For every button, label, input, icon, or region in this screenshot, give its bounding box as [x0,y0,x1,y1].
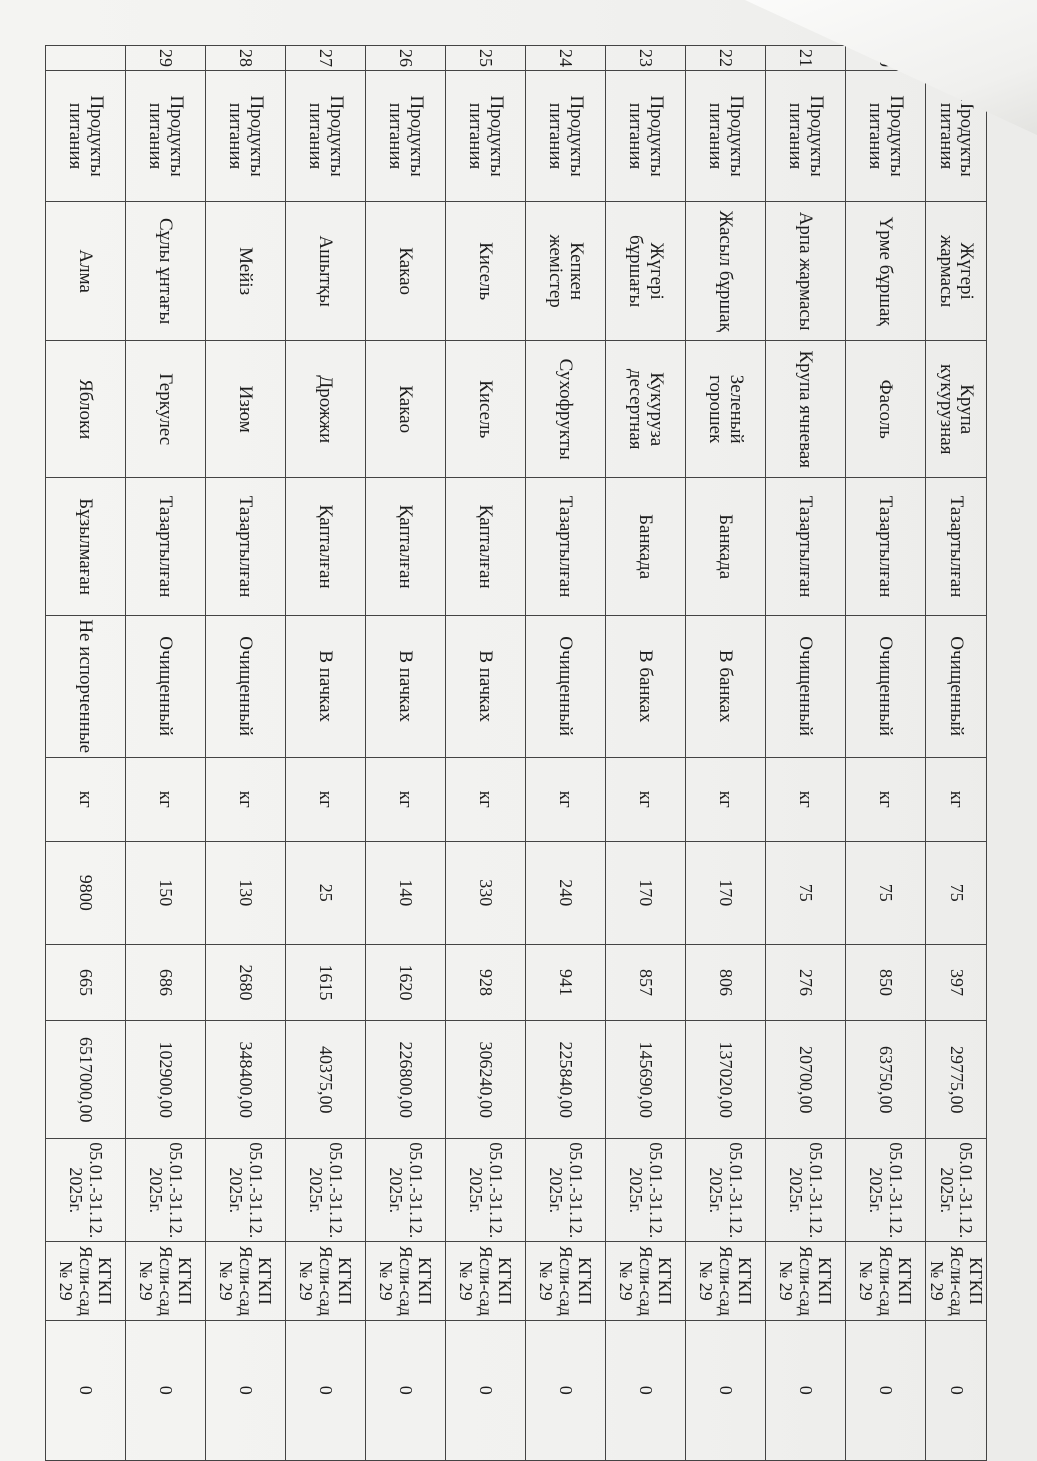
price-cell: 686 [125,944,205,1021]
unit-cell: кг [525,757,605,841]
quantity-cell: 330 [445,841,525,944]
customer-cell: КГКП Ясли-сад № 29 [445,1242,525,1320]
table-body [45,46,986,1461]
name-kz-cell: Ашытқы [285,202,365,341]
table-row [285,46,365,1461]
price-cell: 2680 [205,944,285,1021]
name-kz-cell: Жасыл бұршақ [685,202,765,341]
description-kz-cell: Қапталған [285,478,365,615]
description-kz-cell: Тазартылған [525,478,605,615]
customer-cell: КГКП Ясли-сад № 29 [45,1242,125,1320]
row-number: 27 [285,46,365,71]
unit-cell: кг [925,757,986,841]
table-row [445,46,525,1461]
name-kz-cell: Кепкен жемістер [525,202,605,341]
name-ru-cell: Яблоки [45,341,125,478]
description-ru-cell: В пачках [445,615,525,757]
quantity-cell: 170 [605,841,685,944]
quantity-cell: 25 [285,841,365,944]
row-number [45,46,125,71]
period-cell: 05.01.-31.12. 2025г. [765,1139,845,1242]
description-kz-cell: Банкада [605,478,685,615]
category-cell: Продукты питания [125,71,205,202]
name-ru-cell: Зеленый горошек [685,341,765,478]
quantity-cell: 150 [125,841,205,944]
category-cell: Продукты питания [205,71,285,202]
description-kz-cell: Тазартылған [925,478,986,615]
row-number: 22 [685,46,765,71]
name-ru-cell: Какао [365,341,445,478]
quantity-cell: 130 [205,841,285,944]
customer-cell: КГКП Ясли-сад № 29 [685,1242,765,1320]
description-ru-cell: В банках [685,615,765,757]
table-row [605,46,685,1461]
period-cell: 05.01.-31.12. 2025г. [205,1139,285,1242]
category-cell: Продукты питания [765,71,845,202]
description-ru-cell: Очищенный [125,615,205,757]
name-kz-cell: Жүгері жармасы [925,202,986,341]
unit-cell: кг [605,757,685,841]
sum-cell: 20700,00 [765,1021,845,1139]
price-cell: 397 [925,944,986,1021]
table-row [365,46,445,1461]
sum-cell: 225840,00 [525,1021,605,1139]
quantity-cell: 140 [365,841,445,944]
quantity-cell: 240 [525,841,605,944]
customer-cell: КГКП Ясли-сад № 29 [765,1242,845,1320]
extra-cell: 0 [765,1320,845,1460]
period-cell: 05.01.-31.12. 2025г. [925,1139,986,1242]
extra-cell: 0 [685,1320,765,1460]
description-kz-cell: Тазартылған [125,478,205,615]
extra-cell: 0 [125,1320,205,1460]
price-cell: 857 [605,944,685,1021]
extra-cell: 0 [605,1320,685,1460]
name-kz-cell: Жүгері бұршағы [605,202,685,341]
row-number: 29 [125,46,205,71]
name-ru-cell: Крупа кукурузная [925,341,986,478]
sum-cell: 40375,00 [285,1021,365,1139]
category-cell: Продукты питания [525,71,605,202]
extra-cell: 0 [525,1320,605,1460]
quantity-cell: 75 [845,841,925,944]
name-kz-cell: Үрме бұршақ [845,202,925,341]
unit-cell: кг [685,757,765,841]
row-number: 24 [525,46,605,71]
extra-cell: 0 [845,1320,925,1460]
table-row [925,46,986,1461]
extra-cell: 0 [365,1320,445,1460]
sum-cell: 63750,00 [845,1021,925,1139]
category-cell: Продукты питания [845,71,925,202]
description-ru-cell: В банках [605,615,685,757]
table-row [125,46,205,1461]
name-kz-cell: Сұлы ұнтағы [125,202,205,341]
procurement-table [45,45,987,1461]
quantity-cell: 170 [685,841,765,944]
name-kz-cell: Кисель [445,202,525,341]
description-ru-cell: Очищенный [765,615,845,757]
description-ru-cell: Не испорченные [45,615,125,757]
category-cell: Продукты питания [45,71,125,202]
price-cell: 806 [685,944,765,1021]
unit-cell: кг [365,757,445,841]
name-ru-cell: Крупа ячневая [765,341,845,478]
price-cell: 928 [445,944,525,1021]
table-row [525,46,605,1461]
table-row [845,46,925,1461]
name-ru-cell: Изюм [205,341,285,478]
description-kz-cell: Қапталған [445,478,525,615]
period-cell: 05.01.-31.12. 2025г. [45,1139,125,1242]
sum-cell: 226800,00 [365,1021,445,1139]
row-number: 26 [365,46,445,71]
unit-cell: кг [205,757,285,841]
table-row [765,46,845,1461]
name-ru-cell: Сухофрукты [525,341,605,478]
period-cell: 05.01.-31.12. 2025г. [365,1139,445,1242]
price-cell: 1615 [285,944,365,1021]
customer-cell: КГКП Ясли-сад № 29 [285,1242,365,1320]
name-ru-cell: Кукуруза десертная [605,341,685,478]
unit-cell: кг [445,757,525,841]
description-kz-cell: Банкада [685,478,765,615]
unit-cell: кг [845,757,925,841]
price-cell: 941 [525,944,605,1021]
name-kz-cell: Арпа жармасы [765,202,845,341]
description-kz-cell: Бұзылмаған [45,478,125,615]
table-row [685,46,765,1461]
category-cell: Продукты питания [285,71,365,202]
unit-cell: кг [285,757,365,841]
quantity-cell: 9800 [45,841,125,944]
row-number: 25 [445,46,525,71]
description-kz-cell: Қапталған [365,478,445,615]
period-cell: 05.01.-31.12. 2025г. [845,1139,925,1242]
category-cell: Продукты питания [365,71,445,202]
description-ru-cell: В пачках [285,615,365,757]
price-cell: 850 [845,944,925,1021]
category-cell: Продукты питания [445,71,525,202]
description-kz-cell: Тазартылған [845,478,925,615]
description-kz-cell: Тазартылған [765,478,845,615]
price-cell: 665 [45,944,125,1021]
name-kz-cell: Какао [365,202,445,341]
category-cell: Продукты питания [925,71,986,202]
period-cell: 05.01.-31.12. 2025г. [605,1139,685,1242]
extra-cell: 0 [445,1320,525,1460]
name-ru-cell: Дрожжи [285,341,365,478]
sum-cell: 6517000,00 [45,1021,125,1139]
unit-cell: кг [125,757,205,841]
period-cell: 05.01.-31.12. 2025г. [525,1139,605,1242]
description-ru-cell: Очищенный [925,615,986,757]
name-ru-cell: Фасоль [845,341,925,478]
sum-cell: 348400,00 [205,1021,285,1139]
extra-cell: 0 [925,1320,986,1460]
quantity-cell: 75 [765,841,845,944]
customer-cell: КГКП Ясли-сад № 29 [845,1242,925,1320]
sum-cell: 102900,00 [125,1021,205,1139]
name-kz-cell: Алма [45,202,125,341]
description-ru-cell: Очищенный [205,615,285,757]
extra-cell: 0 [205,1320,285,1460]
description-ru-cell: Очищенный [845,615,925,757]
extra-cell: 0 [45,1320,125,1460]
customer-cell: КГКП Ясли-сад № 29 [365,1242,445,1320]
category-cell: Продукты питания [605,71,685,202]
sum-cell: 137020,00 [685,1021,765,1139]
unit-cell: кг [765,757,845,841]
table-row [205,46,285,1461]
category-cell: Продукты питания [685,71,765,202]
customer-cell: КГКП Ясли-сад № 29 [125,1242,205,1320]
unit-cell: кг [45,757,125,841]
period-cell: 05.01.-31.12. 2025г. [285,1139,365,1242]
customer-cell: КГКП Ясли-сад № 29 [205,1242,285,1320]
quantity-cell: 75 [925,841,986,944]
period-cell: 05.01.-31.12. 2025г. [685,1139,765,1242]
extra-cell: 0 [285,1320,365,1460]
sum-cell: 145690,00 [605,1021,685,1139]
table-row [45,46,125,1461]
name-ru-cell: Геркулес [125,341,205,478]
description-kz-cell: Тазартылған [205,478,285,615]
price-cell: 1620 [365,944,445,1021]
row-number: 21 [765,46,845,71]
sum-cell: 306240,00 [445,1021,525,1139]
row-number: 28 [205,46,285,71]
sum-cell: 29775,00 [925,1021,986,1139]
name-ru-cell: Кисель [445,341,525,478]
customer-cell: КГКП Ясли-сад № 29 [525,1242,605,1320]
description-ru-cell: В пачках [365,615,445,757]
name-kz-cell: Мейіз [205,202,285,341]
customer-cell: КГКП Ясли-сад № 29 [925,1242,986,1320]
description-ru-cell: Очищенный [525,615,605,757]
customer-cell: КГКП Ясли-сад № 29 [605,1242,685,1320]
row-number: 23 [605,46,685,71]
period-cell: 05.01.-31.12. 2025г. [125,1139,205,1242]
period-cell: 05.01.-31.12. 2025г. [445,1139,525,1242]
price-cell: 276 [765,944,845,1021]
